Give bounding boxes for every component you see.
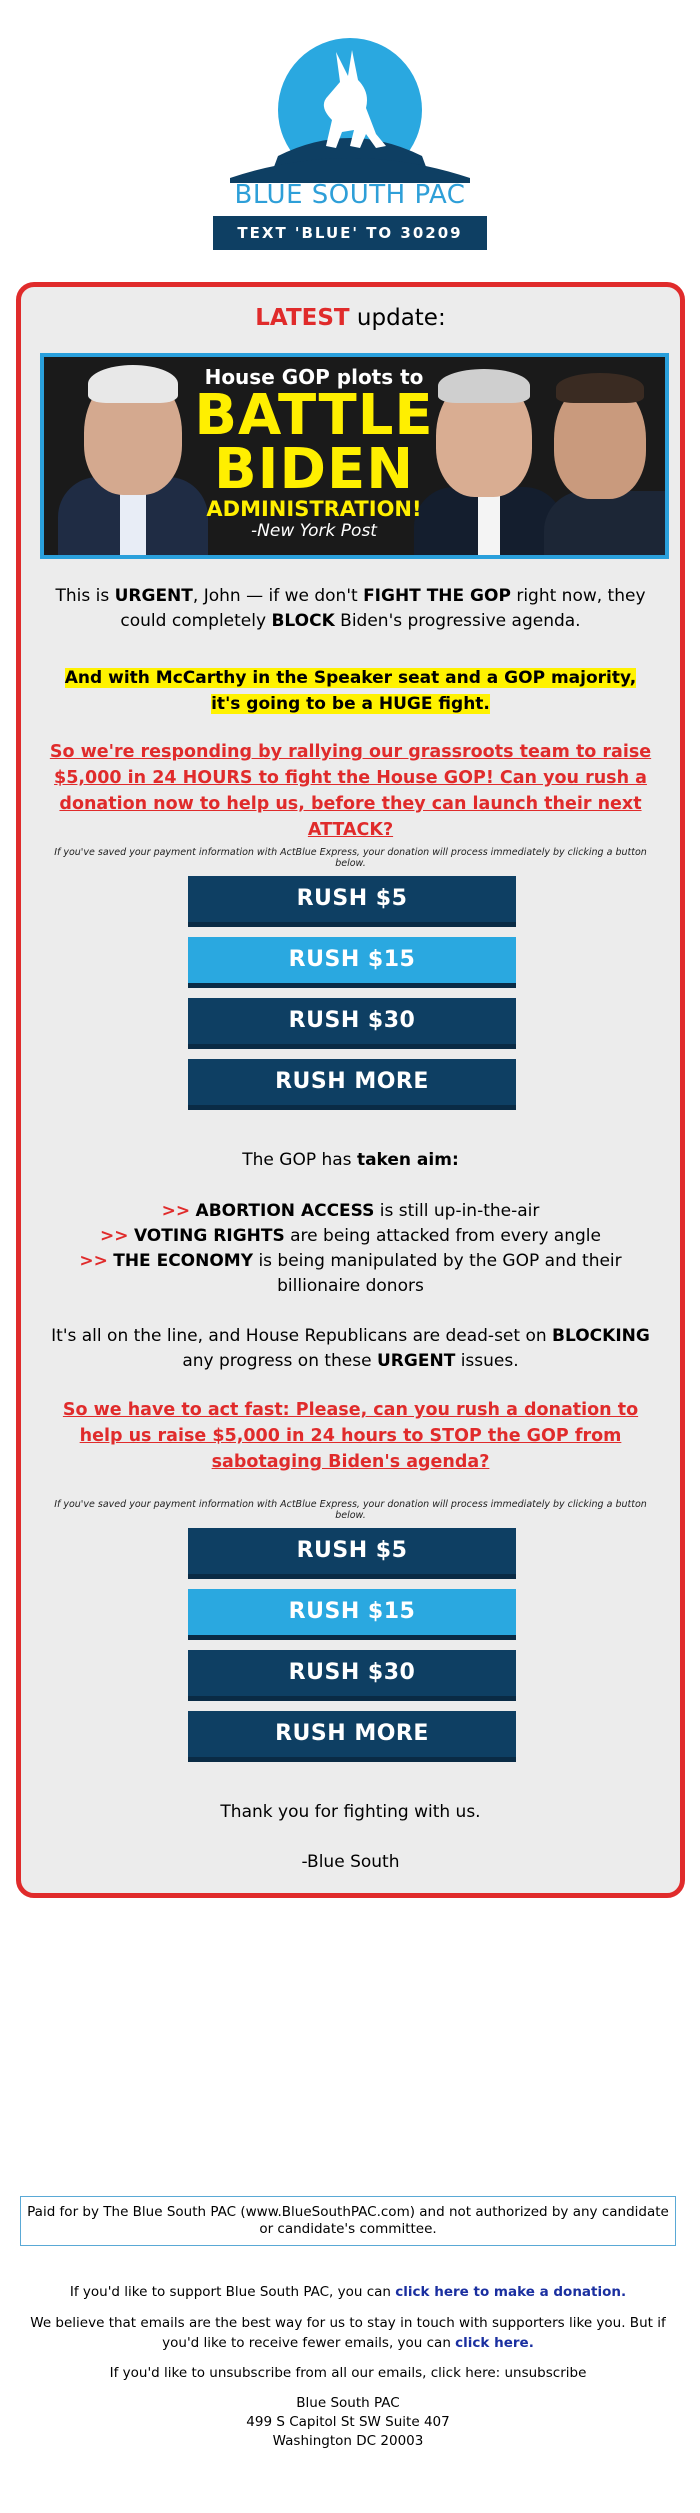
issue-text: is still up-in-the-air — [374, 1201, 540, 1221]
stakes-text: issues. — [455, 1351, 519, 1371]
address-name: Blue South PAC — [296, 2395, 400, 2411]
person-right-hair — [556, 373, 644, 403]
support-line — [20, 2282, 676, 2302]
aim-text: The GOP has — [242, 1150, 357, 1170]
issue-text: is being manipulated by the GOP and their billionaire donors — [253, 1251, 622, 1296]
actblue-note-2: If you've saved your payment information with ActBlue Express, your donation will process immediately by clicking a button below. — [54, 1499, 647, 1521]
person-right-suit — [544, 491, 669, 559]
cta-paragraph-1[interactable] — [41, 739, 660, 843]
stakes-paragraph — [41, 1324, 660, 1374]
signoff-text: -Blue South — [301, 1852, 400, 1872]
support-text: If you'd like to support Blue South PAC, you can — [69, 2284, 396, 2300]
brand-logo — [200, 38, 500, 256]
cta-link-2[interactable]: So we have to act fast: Please, can you rush a donation to help us raise $5,000 in 24 hours to STOP the GOP from sabotaging Biden's agenda? — [62, 1400, 639, 1472]
address-block — [20, 2394, 676, 2451]
stakes-text: any progress on these — [182, 1351, 377, 1371]
donate-link[interactable]: click here to make a donation. — [395, 2284, 627, 2300]
fewer-text: We believe that emails are the best way for us to stay in touch with supporters like you. But if you'd like to receive fewer emails, you can — [30, 2315, 666, 2351]
issue-economy — [41, 1249, 660, 1299]
brand-name: BLUE SOUTH PAC — [234, 180, 466, 210]
intro-text: , John — if we don't — [192, 586, 364, 606]
latest-heading — [21, 305, 680, 331]
rush-5-button[interactable]: RUSH $5 — [188, 876, 516, 927]
rush-30-button-2[interactable]: RUSH $30 — [188, 1650, 516, 1701]
intro-paragraph — [41, 584, 660, 634]
arrow-icon: >> — [161, 1201, 191, 1221]
issue-title: THE ECONOMY — [113, 1251, 254, 1271]
address-city: Washington DC 20003 — [272, 2433, 424, 2449]
stakes-blocking: BLOCKING — [552, 1326, 650, 1346]
issue-voting — [41, 1224, 660, 1249]
paid-for-disclaimer: Paid for by The Blue South PAC (www.BlueSouthPAC.com) and not authorized by any candidate or candidate's committee. — [20, 2196, 676, 2246]
intro-text: This is — [55, 586, 115, 606]
cta-link-1[interactable]: So we're responding by rallying our grassroots team to raise $5,000 in 24 HOURS to fight the House GOP! Can you rush a donation now to help us, before they can launch their next ATTACK? — [49, 742, 652, 840]
hero-source: -New York Post — [251, 521, 377, 541]
highlight-paragraph — [61, 665, 640, 717]
issue-title: VOTING RIGHTS — [133, 1226, 285, 1246]
hero-line4: ADMINISTRATION! — [206, 497, 422, 521]
address-street: 499 S Capitol St SW Suite 407 — [246, 2414, 450, 2430]
intro-urgent: URGENT — [114, 586, 193, 606]
stakes-urgent: URGENT — [377, 1351, 456, 1371]
hero-line2: BATTLE — [194, 383, 434, 448]
aim-bold: taken aim: — [356, 1150, 459, 1170]
hero-headline — [194, 365, 434, 541]
intro-fight: FIGHT THE GOP — [363, 586, 511, 606]
highlight-text: And with McCarthy in the Speaker seat and a GOP majority, it's going to be a HUGE fight. — [64, 668, 637, 714]
actblue-note-1: If you've saved your payment information with ActBlue Express, your donation will process immediately by clicking a button below. — [54, 847, 647, 869]
arrow-icon: >> — [100, 1226, 129, 1246]
rush-15-button[interactable]: RUSH $15 — [188, 937, 516, 988]
unsubscribe-line[interactable]: If you'd like to unsubscribe from all our emails, click here: unsubscribe — [109, 2365, 587, 2381]
issue-text: are being attacked from every angle — [284, 1226, 601, 1246]
latest-label: LATEST — [255, 305, 350, 331]
intro-block: BLOCK — [271, 611, 335, 631]
intro-text: right now, they could completely — [120, 586, 646, 631]
fewer-emails-line — [20, 2313, 676, 2353]
donkey-icon — [200, 38, 500, 183]
rush-more-button[interactable]: RUSH MORE — [188, 1059, 516, 1110]
arrow-icon: >> — [79, 1251, 108, 1271]
email-card — [16, 282, 685, 1898]
rush-15-button-2[interactable]: RUSH $15 — [188, 1589, 516, 1640]
hero-line1: House GOP plots to — [204, 365, 424, 389]
issue-list — [41, 1199, 660, 1299]
rush-30-button[interactable]: RUSH $30 — [188, 998, 516, 1049]
person-middle-shirt — [478, 491, 500, 559]
cta-paragraph-2[interactable] — [41, 1397, 660, 1475]
person-middle-hair — [438, 369, 530, 403]
stakes-text: It's all on the line, and House Republicans are dead-set on — [51, 1326, 553, 1346]
update-label: update: — [349, 305, 446, 331]
rush-more-button-2[interactable]: RUSH MORE — [188, 1711, 516, 1762]
thanks-text: Thank you for fighting with us. — [220, 1802, 481, 1822]
hero-line3: BIDEN — [213, 437, 415, 502]
hero-banner[interactable] — [40, 353, 669, 559]
fewer-emails-link[interactable]: click here. — [455, 2335, 534, 2351]
issue-abortion — [41, 1199, 660, 1224]
aim-heading — [41, 1148, 660, 1173]
rush-5-button-2[interactable]: RUSH $5 — [188, 1528, 516, 1579]
brand-tagline: TEXT 'BLUE' TO 30209 — [213, 216, 487, 250]
intro-text: Biden's progressive agenda. — [334, 611, 581, 631]
person-left-hair — [88, 365, 178, 403]
issue-title: ABORTION ACCESS — [195, 1201, 375, 1221]
